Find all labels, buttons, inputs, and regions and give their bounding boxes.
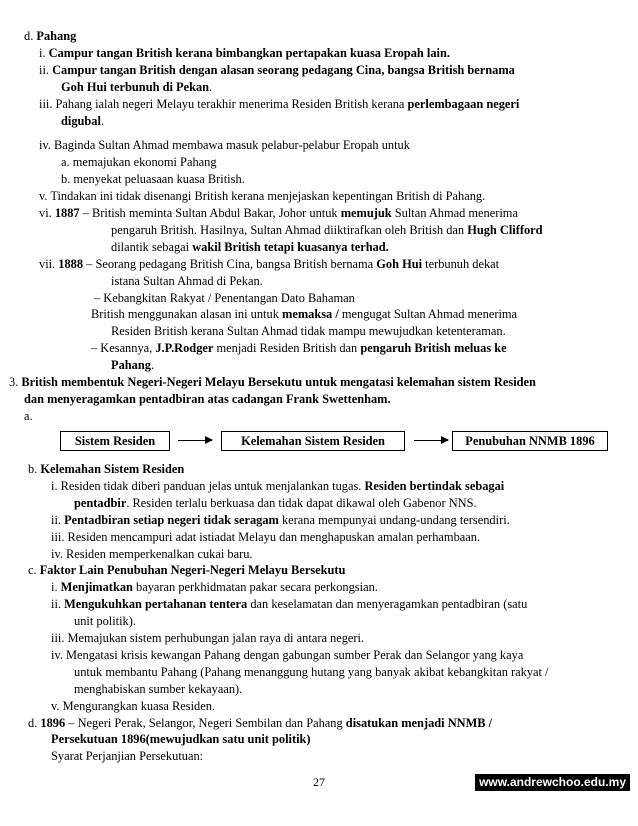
text-line (61, 114, 104, 129)
text: i. Residen tidak diberi panduan jelas untuk menjalankan tugas. (51, 478, 365, 493)
text: iv. Residen memperkenalkan cukai baru. (51, 546, 253, 561)
text-line (51, 699, 215, 714)
text-line (39, 206, 518, 221)
text-line (61, 80, 212, 95)
text-line (39, 189, 485, 204)
text: v. Tindakan ini tidak disenangi British kerana menjejaskan kepentingan British di Pahang. (39, 189, 486, 204)
text-line (91, 307, 517, 322)
text: Syarat Perjanjian Persekutuan: (51, 749, 204, 764)
text-line (24, 409, 33, 424)
text: 3. (9, 375, 22, 389)
bold-text: 1896 (40, 715, 66, 730)
bold-text: British membentuk Negeri-Negeri Melayu Bersekutu untuk mengatasi kelemahan sistem Residen (21, 375, 536, 389)
text: . (209, 79, 213, 94)
bold-text: memujuk (340, 206, 392, 220)
text: – British meminta Sultan Abdul Bakar, Johor untuk (79, 206, 341, 220)
page-number: 27 (313, 775, 325, 789)
text: menjadi Residen British dan (213, 341, 361, 356)
text-line (51, 631, 364, 646)
bold-text: Campur tangan British kerana bimbangkan pertapakan kuasa Eropah lain. (48, 45, 450, 60)
text: b. menyekat peluasaan kuasa British. (61, 172, 245, 187)
text: Sultan Ahmad menerima (391, 206, 518, 220)
bold-text: 1887 (54, 206, 80, 220)
bold-text: dan menyeragamkan pentadbiran atas cadangan Frank Swettenham. (24, 391, 391, 406)
text-line (51, 749, 203, 764)
text-line (94, 291, 355, 306)
text-line (51, 597, 527, 612)
text: a. (24, 408, 33, 423)
text: menghabiskan sumber kekayaan). (74, 681, 243, 696)
text: bayaran perkhidmatan pakar secara perkongsian. (132, 580, 378, 595)
text: iv. Mengatasi krisis kewangan Pahang dengan gabungan sumber Perak dan Selangor yang kaya (51, 647, 524, 662)
text: Residen British kerana Sultan Ahmad tidak mampu mewujudkan ketenteraman. (111, 324, 506, 339)
text-line (51, 513, 510, 528)
text: istana Sultan Ahmad di Pekan. (111, 273, 263, 288)
text-line (39, 138, 410, 153)
bold-text: Persekutuan 1896(mewujudkan satu unit politik) (51, 732, 311, 747)
text: British menggunakan alasan ini untuk (91, 307, 282, 322)
text-line (111, 274, 263, 289)
flow-arrow-right-icon (178, 440, 212, 441)
bold-text: J.P.Rodger (155, 341, 214, 356)
bold-text: Menjimatkan (60, 580, 133, 595)
text: vi. (39, 206, 55, 220)
text-line (51, 580, 378, 595)
text: dan keselamatan dan menyeragamkan pentadbiran (satu (247, 597, 528, 612)
bold-text: memaksa / (282, 307, 339, 322)
bold-text: Goh Hui (376, 256, 423, 271)
text: d. (24, 29, 37, 43)
text: . (150, 358, 155, 373)
text-line (74, 682, 242, 697)
bold-text: digubal (61, 113, 101, 128)
text: vii. (39, 256, 59, 271)
text: i. (39, 45, 49, 60)
flow-box-kelemahan: Kelemahan Sistem Residen (221, 431, 405, 451)
text: i. (51, 580, 61, 595)
text-line (111, 324, 506, 339)
website-footer: www.andrewchoo.edu.my (475, 774, 630, 791)
text: terbunuh dekat (422, 256, 500, 271)
bold-text: Residen bertindak sebagai (364, 478, 505, 493)
text: a. memajukan ekonomi Pahang (61, 155, 217, 170)
text: . (100, 113, 105, 128)
text: – Kebangkitan Rakyat / Penentangan Dato Bahaman (94, 290, 355, 305)
bold-text: wakil British tetapi kuasanya terhad. (192, 239, 389, 254)
text: – Kesannya, (91, 341, 156, 356)
bold-text: Faktor Lain Penubuhan Negeri-Negeri Melayu Bersekutu (39, 563, 346, 578)
text-line (61, 172, 245, 187)
bold-text: pengaruh British meluas ke (360, 341, 507, 356)
text-line (51, 479, 504, 494)
text-line (24, 392, 391, 407)
text-line (39, 63, 515, 78)
text: unit politik). (74, 614, 136, 629)
text-line (111, 223, 543, 238)
text-line (39, 97, 519, 112)
text-line (28, 462, 184, 477)
text: – Negeri Perak, Selangor, Negeri Sembilan dan Pahang (65, 715, 346, 730)
text: ii. (51, 512, 65, 527)
bold-text: disatukan menjadi NNMB / (345, 715, 493, 730)
text-line (51, 547, 253, 562)
text-line (74, 614, 136, 629)
text: iv. Baginda Sultan Ahmad membawa masuk pelabur-pelabur Eropah untuk (39, 138, 410, 153)
bold-text: Pahang (111, 358, 151, 373)
bold-text: Mengukuhkan pertahanan tentera (64, 597, 248, 612)
text: iii. Residen mencampuri adat istiadat Melayu dan menghapuskan amalan perhambaan. (51, 529, 481, 544)
bold-text: Hugh Clifford (467, 222, 543, 237)
text-line (51, 732, 311, 747)
bold-text: perlembagaan negeri (407, 96, 520, 111)
text-line (24, 29, 76, 44)
text: iii. Memajukan sistem perhubungan jalan raya di antara negeri. (51, 631, 365, 645)
text: . Residen terlalu berkuasa dan tidak dapat dikawal oleh Gabenor NNS. (126, 495, 477, 510)
text-line (51, 648, 523, 663)
bold-text: 1888 (58, 256, 84, 271)
text: ii. (39, 62, 53, 77)
text: d. (28, 715, 41, 730)
text-line (111, 240, 389, 255)
flow-box-sistem-residen: Sistem Residen (60, 431, 170, 451)
bold-text: Campur tangan British dengan alasan seorang pedagang Cina, bangsa British bernama (52, 62, 515, 77)
text: dilantik sebagai (111, 239, 193, 254)
bold-text: pentadbir (74, 495, 127, 510)
text: v. Mengurangkan kuasa Residen. (51, 698, 216, 713)
text-line (39, 257, 499, 272)
text-line (51, 530, 480, 545)
text: ii. (51, 597, 65, 612)
text-line (28, 563, 345, 578)
text: – Seorang pedagang British Cina, bangsa British bernama (83, 256, 377, 271)
flow-box-penubuhan: Penubuhan NNMB 1896 (452, 431, 608, 451)
text: iii. Pahang ialah negeri Melayu terakhir menerima Residen British kerana (39, 96, 408, 111)
bold-text: Pentadbiran setiap negeri tidak seragam (64, 512, 279, 527)
bold-text: Pahang (36, 29, 77, 43)
text: c. (28, 563, 40, 578)
text: mengugat Sultan Ahmad menerima (338, 307, 518, 322)
text: pengaruh British. Hasilnya, Sultan Ahmad diiktirafkan oleh British dan (111, 222, 468, 237)
text-line (111, 358, 154, 373)
bold-text: Kelemahan Sistem Residen (40, 462, 185, 476)
text-line (61, 155, 217, 170)
text: b. (28, 462, 41, 476)
text-line (39, 46, 450, 61)
text-line (74, 496, 477, 511)
text: untuk membantu Pahang (Pahang menanggung hutang yang banyak akibat kebangkitan rakyat / (74, 664, 549, 679)
text-line (28, 716, 492, 731)
text-line (9, 375, 536, 390)
text-line (91, 341, 507, 356)
bold-text: Goh Hui terbunuh di Pekan (61, 79, 210, 94)
text: kerana mempunyai undang-undang tersendiri. (278, 512, 510, 527)
text-line (74, 665, 549, 680)
flow-arrow-right-icon (414, 440, 448, 441)
